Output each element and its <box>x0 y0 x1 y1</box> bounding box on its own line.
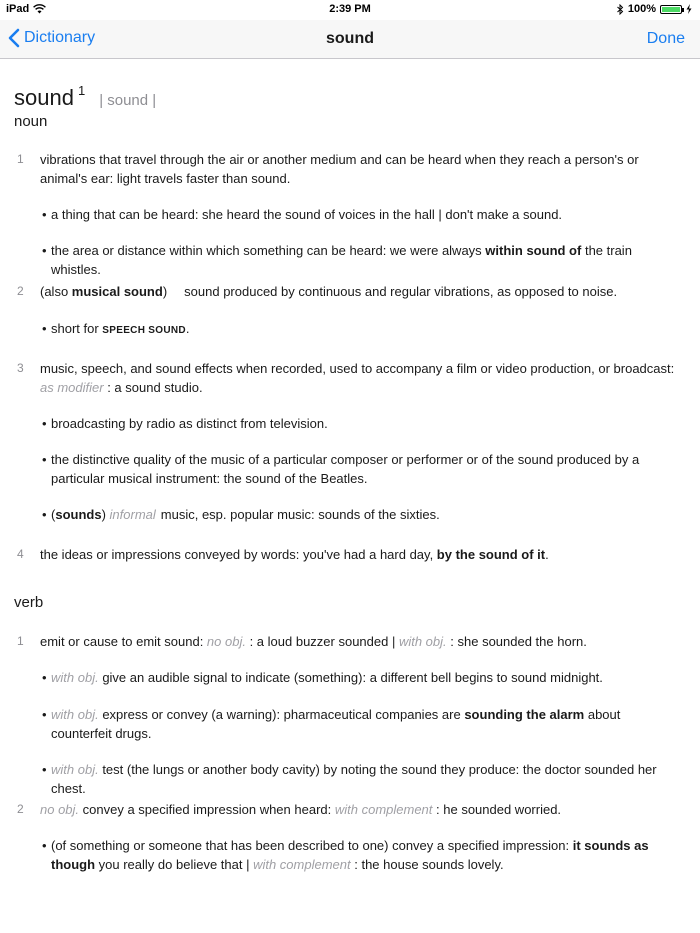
headword <box>14 85 156 111</box>
usage-label: with obj. <box>51 670 99 685</box>
subsense <box>42 669 681 688</box>
headword-text: sound <box>14 85 74 110</box>
subsense-text: ( <box>51 507 56 522</box>
sense-number: 2 <box>17 802 24 816</box>
subsense: • the distinctive quality of the music of a particular composer or performer or of the sound produced by a particular musical instrument: the sound of the Beatles. <box>42 451 681 488</box>
part-of-speech-verb: verb <box>14 594 44 611</box>
usage-label: with complement <box>334 802 433 817</box>
sense-text: music, speech, and sound effects when recorded, used to accompany a film or video production, or broadcast: <box>40 361 675 376</box>
usage-label: informal <box>109 507 156 522</box>
status-right <box>617 3 692 15</box>
phrase-bold: sounding the alarm <box>464 707 585 722</box>
sense-definition <box>40 283 680 302</box>
bluetooth-icon <box>617 4 624 15</box>
subsense-text: ) <box>101 507 110 522</box>
subsense-text: music, esp. popular music: sounds of the sixties. <box>160 507 440 522</box>
subsense-text: test (the lungs or another body cavity) by noting the sound they produce: the doctor sounded her chest. <box>51 762 657 796</box>
back-button-label: Dictionary <box>24 29 96 46</box>
usage-label: with obj. <box>398 634 447 649</box>
sense-text: (also <box>40 284 72 299</box>
sense-definition <box>40 633 680 652</box>
sense-text: convey a specified impression when heard: <box>79 802 335 817</box>
sense-text: : she sounded the horn. <box>446 634 587 649</box>
subsense-text: give an audible signal to indicate (something): a different bell begins to sound midnight. <box>98 670 603 685</box>
subsense-text: you really do believe that | <box>95 856 254 872</box>
subsense <box>42 506 681 525</box>
subsense <box>42 320 681 341</box>
charging-icon <box>686 4 692 14</box>
phrase-bold: by the sound of it <box>436 547 546 562</box>
sense-text: the ideas or impressions conveyed by words: you've had a hard day, <box>40 547 437 562</box>
battery-fill <box>662 7 680 12</box>
subsense-text: (of something or someone that has been described to one) convey a specified impression: <box>51 838 573 853</box>
pronunciation: | sound | <box>99 92 157 109</box>
subsense-text: the train whistles. <box>51 243 632 277</box>
sense-definition <box>40 360 680 397</box>
battery-icon <box>660 5 682 14</box>
sense-text: sound produced by continuous and regular vibrations, as opposed to noise. <box>184 284 618 299</box>
phrase-bold: sounds <box>55 507 102 522</box>
sense-text: : he sounded worried. <box>432 802 562 817</box>
cross-reference[interactable]: SPEECH SOUND <box>102 325 186 336</box>
usage-label: with complement <box>253 856 351 872</box>
sense-definition: vibrations that travel through the air or another medium and can be heard when they reach a person's or animal's ear: light travels faster than sound. <box>40 152 639 186</box>
subsense: • broadcasting by radio as distinct from television. <box>42 415 681 434</box>
phrase-bold: within sound of <box>485 243 582 258</box>
subsense-text: : the house sounds lovely. <box>350 856 504 872</box>
subsense-text: express or convey (a warning): pharmaceutical companies are <box>98 707 465 722</box>
phrase-bold: it sounds as though <box>51 838 649 872</box>
subsense <box>42 761 681 798</box>
sense-definition <box>40 546 680 565</box>
subsense-text: short for <box>51 321 103 336</box>
usage-label: no obj. <box>40 802 80 817</box>
sense-text: emit or cause to emit sound: <box>40 634 207 649</box>
page-title: sound <box>326 30 374 47</box>
subsense <box>42 242 681 279</box>
sense-number: 1 <box>17 634 24 648</box>
subsense-text: the area or distance within which something can be heard: we were always <box>51 243 486 258</box>
battery-percent: 100% <box>627 3 656 15</box>
homograph-number: 1 <box>77 83 86 98</box>
usage-label: with obj. <box>51 762 99 777</box>
clock: 2:39 PM <box>329 3 371 15</box>
subsense <box>42 706 681 743</box>
carrier-label: iPad <box>6 3 30 15</box>
sense-number: 4 <box>17 547 24 561</box>
subsense: • a thing that can be heard: she heard the sound of voices in the hall | don't make a sound. <box>42 206 681 225</box>
status-bar <box>0 0 700 20</box>
subsense-text: . <box>185 321 190 336</box>
sense-text: : a loud buzzer sounded | <box>245 634 399 649</box>
navigation-bar <box>0 20 700 59</box>
usage-label: as modifier <box>40 379 104 395</box>
part-of-speech-noun: noun <box>14 113 48 130</box>
done-button[interactable]: Done <box>646 30 685 47</box>
usage-label: no obj. <box>206 634 246 649</box>
sense-number: 2 <box>17 284 24 298</box>
sense-definition <box>40 801 680 820</box>
subsense-text: about counterfeit drugs. <box>51 707 621 741</box>
phrase-bold: musical sound <box>71 284 163 299</box>
sense-text: : a sound studio. <box>103 379 203 395</box>
sense-number: 3 <box>17 361 24 375</box>
usage-label: with obj. <box>51 707 99 722</box>
sense-text: . <box>545 547 549 562</box>
sense-text: ) <box>162 284 168 299</box>
subsense <box>42 837 681 874</box>
sense-number: 1 <box>17 152 24 166</box>
